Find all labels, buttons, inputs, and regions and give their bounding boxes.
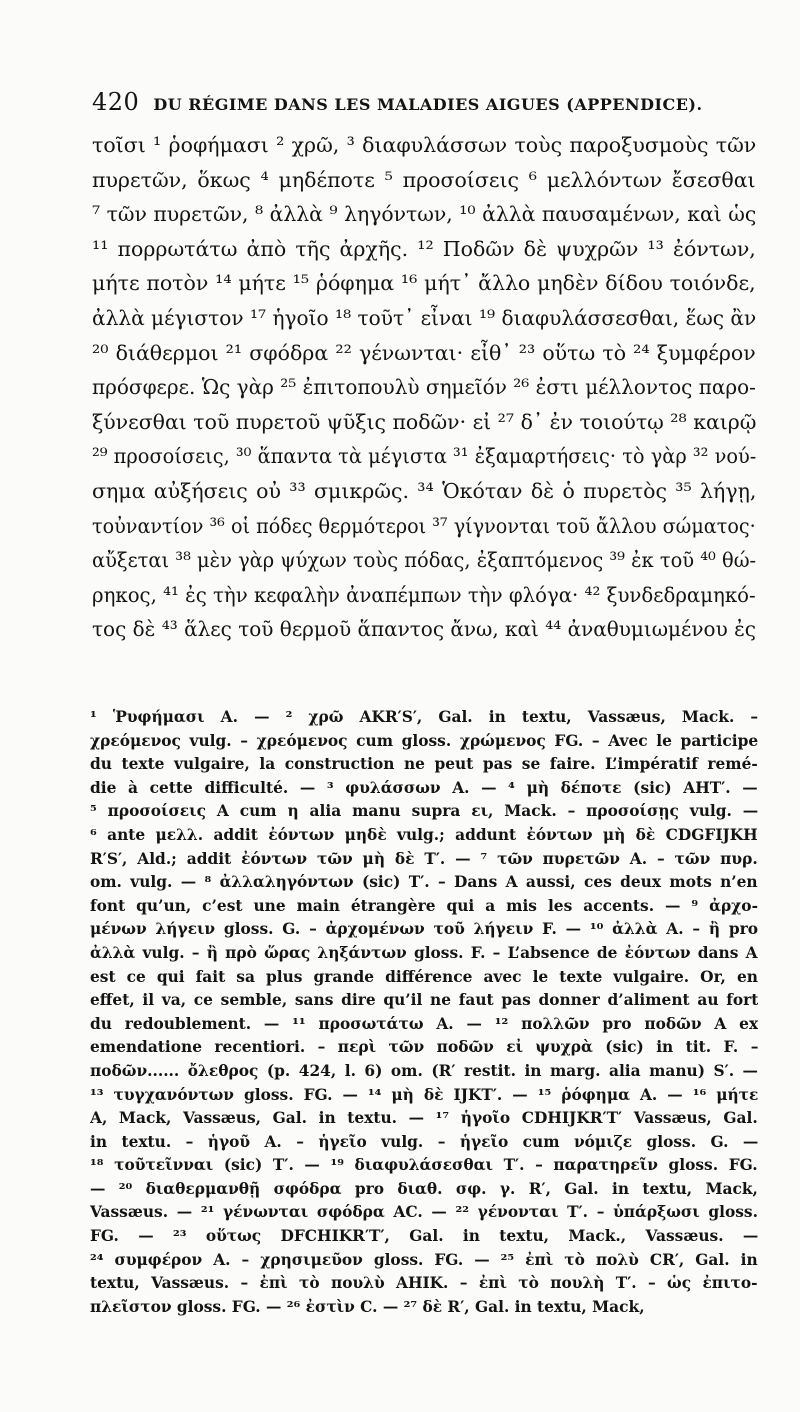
footnote-line: χρεόμενος vulg. – χρεόμενος cum gloss. χρώμενος FG. – Avec le participe <box>90 731 758 750</box>
page-number: 420 <box>92 88 140 116</box>
text-line: ¹¹ πορρωτάτω ἀπὸ τῆς ἀρχῆς. ¹² Ποδῶν δὲ ψυχρῶν ¹³ ἐόντων, <box>92 236 756 261</box>
footnote-line: textu, Vassæus. – ἐπὶ τὸ πουλὺ AHIK. – ἐπὶ τὸ πουλὴ T′. – ὡς ἐπιτο- <box>90 1274 758 1293</box>
footnote-line: in textu. – ἡγοῦ A. – ἡγεῖο vulg. – ἡγεῖο cum νόμιζε gloss. G. — <box>90 1132 758 1151</box>
text-line: σημα αὐξήσεις οὐ ³³ σμικρῶς. ³⁴ Ὁκόταν δὲ ὁ πυρετὸς ³⁵ λήγῃ, <box>92 478 756 503</box>
text-line: τος δὲ ⁴³ ἅλες τοῦ θερμοῦ ἅπαντος ἄνω, καὶ ⁴⁴ ἀναθυμιωμένου ἐς <box>92 617 756 642</box>
footnote-line: ¹ Ῥυφήμασι A. — ² χρῶ AKR′S′, Gal. in textu, Vassæus, Mack. – <box>90 708 758 726</box>
running-title: DU RÉGIME DANS LES MALADIES AIGUES (APPENDICE). <box>153 95 703 114</box>
text-line: πυρετῶν, ὅκως ⁴ μηδέποτε ⁵ προσοίσεις ⁶ μελλόντων ἔσεσθαι <box>92 167 756 192</box>
footnote-line: ⁵ προσοίσεις A cum η alia manu supra ει, Mack. – προσοίσῃς vulg. — <box>90 802 758 821</box>
text-line: ⁷ τῶν πυρετῶν, ⁸ ἀλλὰ ⁹ ληγόντων, ¹⁰ ἀλλὰ παυσαμένων, καὶ ὡς <box>92 202 756 227</box>
footnote-line: μένων λήγειν gloss. G. – ἀρχομένων τοῦ λήγειν F. — ¹⁰ ἀλλὰ A. – ἢ pro <box>90 920 758 939</box>
text-line: ξύνεσθαι τοῦ πυρετοῦ ψῦξις ποδῶν· εἰ ²⁷ δ᾽ ἐν τοιούτῳ ²⁸ καιρῷ <box>92 409 757 434</box>
footnotes <box>90 706 758 1319</box>
footnote-line: emendatione recentiori. – περὶ τῶν ποδῶν εἰ ψυχρὰ (sic) in tit. F. – <box>90 1038 758 1057</box>
text-line: ἀλλὰ μέγιστον ¹⁷ ἡγοῖο ¹⁸ τοῦτ᾽ εἶναι ¹⁹ διαφυλάσσεσθαι, ἕως ἂν <box>92 305 757 330</box>
footnote-line: ²⁴ συμφέρον A. – χρησιμεῦον gloss. FG. — ²⁵ ἐπὶ τὸ πολὺ CR′, Gal. in <box>90 1250 758 1269</box>
text-line: τοὐναντίον ³⁶ οἱ πόδες θερμότεροι ³⁷ γίγνονται τοῦ ἄλλου σώματος· <box>92 513 756 538</box>
running-header <box>92 88 752 116</box>
footnote-line: ⁶ ante μελλ. addit ἐόντων μηδὲ vulg.; addunt ἐόντων μὴ δὲ CDGFIJKH <box>90 825 758 844</box>
footnote-line: die à cette difficulté. — ³ φυλάσσων A. — ⁴ μὴ δέποτε (sic) AHT′. — <box>90 778 758 797</box>
footnote-line: — ²⁰ διαθερμανθῇ σφόδρα pro διαθ. σφ. γ. R′, Gal. in textu, Mack, <box>90 1179 758 1198</box>
text-line: τοῖσι ¹ ῥοφήμασι ² χρῶ, ³ διαφυλάσσων τοὺς παροξυσμοὺς τῶν <box>92 133 756 157</box>
text-line: μήτε ποτὸν ¹⁴ μήτε ¹⁵ ῥόφημα ¹⁶ μήτ᾽ ἄλλο μηδὲν δίδου τοιόνδε, <box>92 271 756 296</box>
text-line: αὔξεται ³⁸ μὲν γὰρ ψύχων τοὺς πόδας, ἐξαπτόμενος ³⁹ ἐκ τοῦ ⁴⁰ θώ- <box>92 548 756 573</box>
text-line: ²⁹ προσοίσεις, ³⁰ ἅπαντα τὰ μέγιστα ³¹ ἐξαμαρτήσεις· τὸ γὰρ ³² νού- <box>92 444 756 469</box>
footnote-line: du redoublement. — ¹¹ προσωτάτω A. — ¹² πολλῶν pro ποδῶν A ex <box>90 1014 758 1033</box>
footnote-line: FG. — ²³ οὕτως DFCHIKR′T′, Gal. in textu, Mack., Vassæus. — <box>90 1227 758 1246</box>
text-line: πρόσφερε. Ὡς γὰρ ²⁵ ἐπιτοπουλὺ σημεῖόν ²⁶ ἐστι μέλλοντος παρο- <box>92 375 756 400</box>
footnote-line: Vassæus. — ²¹ γένωνται σφόδρα AC. — ²² γένονται T′. – ὑπάρξωσι gloss. <box>90 1203 758 1222</box>
footnote-line: ποδῶν...... ὄλεθρος (p. 424, l. 6) om. (R′ restit. in marg. alia manu) S′. — <box>90 1061 758 1080</box>
footnote-line: du texte vulgaire, la construction ne peut pas se faire. L’impératif remé- <box>90 755 758 774</box>
footnote-line: A, Mack, Vassæus, Gal. in textu. — ¹⁷ ἡγοῖο CDHIJKR′T′ Vassæus, Gal. <box>90 1109 758 1128</box>
footnote-line: effet, il va, ce semble, sans dire qu’il ne faut pas donner d’aliment au fort <box>90 991 758 1010</box>
footnote-line: ¹⁸ τοῦτεῖνναι (sic) T′. — ¹⁹ διαφυλάσεσθαι T′. – παρατηρεῖν gloss. FG. <box>90 1156 758 1175</box>
footnote-line: R′S′, Ald.; addit ἐόντων τῶν μὴ δὲ T′. — ⁷ τῶν πυρετῶν A. – τῶν πυρ. <box>90 849 758 868</box>
footnote-line: est ce qui fait sa plus grande différence avec le texte vulgaire. Or, en <box>90 967 758 986</box>
footnote-line: font qu’un, c’est une main étrangère qui a mis les accents. — ⁹ ἀρχο- <box>90 896 758 915</box>
text-line: ρηκος, ⁴¹ ἐς τὴν κεφαλὴν ἀναπέμπων τὴν φλόγα· ⁴² ξυνδεδραμηκό- <box>92 582 756 607</box>
footnote-line: ἀλλὰ vulg. – ἢ πρὸ ὥρας ληξάντων gloss. F. – L’absence de ἐόντων dans A <box>90 943 758 962</box>
footnote-line: πλεῖστον gloss. FG. — ²⁶ ἐστὶν C. — ²⁷ δὲ R′, Gal. in textu, Mack, <box>90 1297 645 1316</box>
text-line: ²⁰ διάθερμοι ²¹ σφόδρα ²² γένωνται· εἶθ᾽ ²³ οὕτω τὸ ²⁴ ξυμφέρον <box>92 340 756 365</box>
main-greek-text <box>92 128 756 647</box>
footnote-line: ¹³ τυγχανόντων gloss. FG. — ¹⁴ μὴ δὲ IJKT′. — ¹⁵ ῥόφημα A. — ¹⁶ μήτε <box>90 1085 758 1104</box>
footnote-line: om. vulg. — ⁸ ἀλλαληγόντων (sic) T′. – Dans A aussi, ces deux mots n’en <box>90 873 758 892</box>
